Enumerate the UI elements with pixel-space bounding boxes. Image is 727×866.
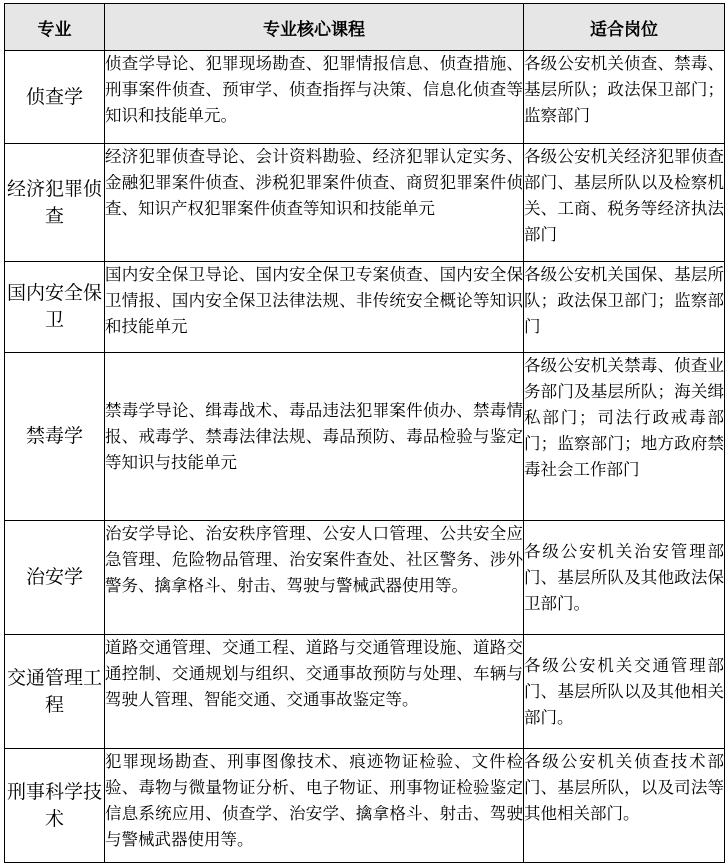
header-positions: 适合岗位 xyxy=(524,4,725,51)
courses-cell: 道路交通管理、交通工程、道路与交通管理设施、道路交通控制、交通规划与组织、交通事故预防与处理、车辆与驾驶人管理、智能交通、交通事故鉴定等。 xyxy=(105,635,524,749)
table-row xyxy=(5,635,725,749)
major-cell: 治安学 xyxy=(5,521,105,635)
courses-cell: 经济犯罪侦查导论、会计资料勘验、经济犯罪认定实务、金融犯罪案件侦查、涉税犯罪案件侦查、商贸犯罪案件侦查、知识产权犯罪案件侦查等知识和技能单元 xyxy=(105,144,524,262)
major-cell: 交通管理工程 xyxy=(5,635,105,749)
major-cell: 经济犯罪侦查 xyxy=(5,144,105,262)
positions-cell: 各级公安机关交通管理部门、基层所队以及其他相关部门。 xyxy=(524,635,725,749)
courses-cell: 侦查学导论、犯罪现场勘查、犯罪情报信息、侦查措施、刑事案件侦查、预审学、侦查指挥与决策、信息化侦查等知识和技能单元。 xyxy=(105,51,524,144)
major-cell: 侦查学 xyxy=(5,51,105,144)
table-row xyxy=(5,353,725,521)
header-courses: 专业核心课程 xyxy=(105,4,524,51)
courses-cell: 禁毒学导论、缉毒战术、毒品违法犯罪案件侦办、禁毒情报、戒毒学、禁毒法律法规、毒品预防、毒品检验与鉴定等知识与技能单元 xyxy=(105,353,524,521)
table-row xyxy=(5,749,725,863)
major-cell: 刑事科学技术 xyxy=(5,749,105,863)
positions-cell: 各级公安机关经济犯罪侦查部门、基层所队以及检察机关、工商、税务等经济执法部门 xyxy=(524,144,725,262)
table-row xyxy=(5,262,725,353)
major-cell: 国内安全保卫 xyxy=(5,262,105,353)
major-cell: 禁毒学 xyxy=(5,353,105,521)
header-row xyxy=(5,4,725,51)
header-major: 专业 xyxy=(5,4,105,51)
positions-cell: 各级公安机关国保、基层所队；政法保卫部门；监察部门 xyxy=(524,262,725,353)
majors-table xyxy=(4,3,725,863)
courses-cell: 治安学导论、治安秩序管理、公安人口管理、公共安全应急管理、危险物品管理、治安案件查处、社区警务、涉外警务、擒拿格斗、射击、驾驶与警械武器使用等。 xyxy=(105,521,524,635)
courses-cell: 犯罪现场勘查、刑事图像技术、痕迹物证检验、文件检验、毒物与微量物证分析、电子物证、刑事物证检验鉴定信息系统应用、侦查学、治安学、擒拿格斗、射击、驾驶与警械武器使用等。 xyxy=(105,749,524,863)
positions-cell: 各级公安机关禁毒、侦查业务部门及基层所队；海关缉私部门；司法行政戒毒部门；监察部门；地方政府禁毒社会工作部门 xyxy=(524,353,725,521)
table-row xyxy=(5,144,725,262)
positions-cell: 各级公安机关治安管理部门、基层所队及其他政法保卫部门。 xyxy=(524,521,725,635)
positions-cell: 各级公安机关侦查、禁毒、基层所队；政法保卫部门；监察部门 xyxy=(524,51,725,144)
positions-cell: 各级公安机关侦查技术部门、基层所队，以及司法等其他相关部门。 xyxy=(524,749,725,863)
courses-cell: 国内安全保卫导论、国内安全保卫专案侦查、国内安全保卫情报、国内安全保卫法律法规、非传统安全概论等知识和技能单元 xyxy=(105,262,524,353)
table-row xyxy=(5,521,725,635)
table-row xyxy=(5,51,725,144)
